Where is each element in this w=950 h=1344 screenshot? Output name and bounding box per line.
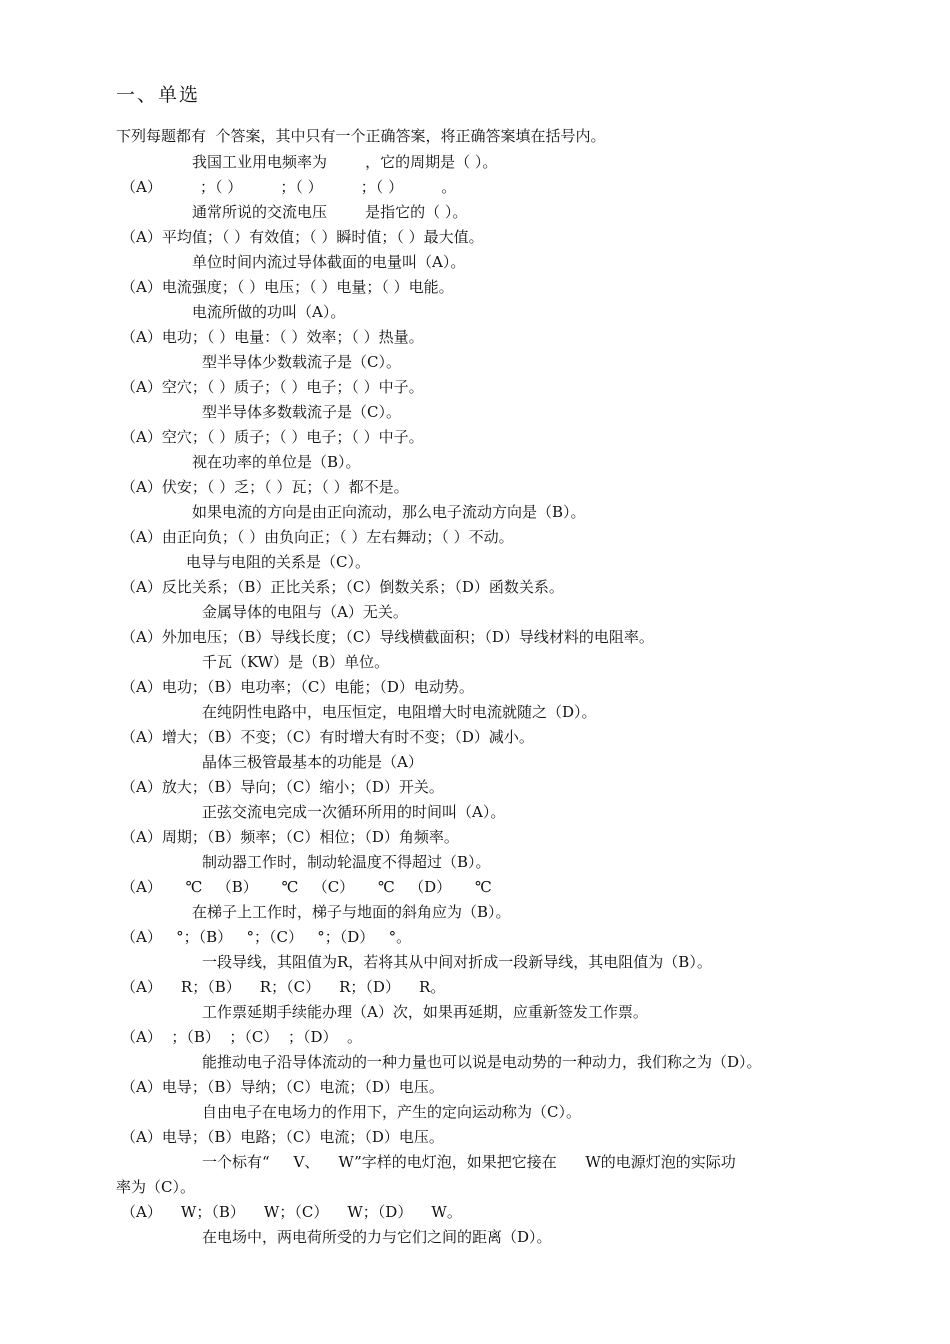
- question-text-line: 在电场中，两电荷所受的力与它们之间的距离（D）。: [202, 1228, 552, 1246]
- answer-options-line: （A）放大；（B）导向；（C）缩小；（D）开关。: [121, 778, 444, 796]
- answer-options-line: （A）由正向负；（ ）由负向正；（ ）左右舞动；（ ）不动。: [121, 528, 514, 546]
- answer-options-line: （A）外加电压；（B）导线长度；（C）导线横截面积；（D）导线材料的电阻率。: [121, 628, 654, 646]
- answer-options-line: （A）电功；（B）电功率；（C）电能；（D）电动势。: [121, 678, 474, 696]
- answer-options-line: （A）伏安；（ ）乏；（ ）瓦；（ ）都不是。: [121, 478, 409, 496]
- answer-options-line: （A）电流强度；（ ）电压；（ ）电量；（ ）电能。: [121, 278, 454, 296]
- question-text-line: 金属导体的电阻与（A）无关。: [202, 603, 408, 621]
- question-text-line: 正弦交流电完成一次循环所用的时间叫（A）。: [202, 803, 506, 821]
- answer-options-line: （A） ；（B） ；（C） ；（D） 。: [121, 1028, 363, 1046]
- question-text-line: 在纯阴性电路中，电压恒定，电阻增大时电流就随之（D）。: [202, 703, 597, 721]
- question-text-line: 型半导体少数载流子是（C）。: [202, 353, 401, 371]
- question-text-line: 千瓦（KW）是（B）单位。: [202, 653, 390, 671]
- question-text-line: 制动器工作时，制动轮温度不得超过（B）。: [202, 853, 491, 871]
- question-text-line: 我国工业用电频率为 ，它的周期是（ ）。: [192, 153, 498, 171]
- question-text-line: 视在功率的单位是（B）。: [192, 453, 361, 471]
- question-text-line: 自由电子在电场力的作用下，产生的定向运动称为（C）。: [202, 1103, 581, 1121]
- question-text-line: 通常所说的交流电压 是指它的（ ）。: [192, 203, 468, 221]
- question-text-line: 如果电流的方向是由正向流动，那么电子流动方向是（B）。: [192, 503, 586, 521]
- answer-options-line: （A）平均值；（ ）有效值；（ ）瞬时值；（ ）最大值。: [121, 228, 484, 246]
- section-title: 一、单选: [116, 84, 201, 106]
- question-text-line: 单位时间内流过导体截面的电量叫（A）。: [192, 253, 466, 271]
- answer-options-line: （A）周期；（B）频率；（C）相位；（D）角频率。: [121, 828, 459, 846]
- answer-options-line: （A）电导；（B）导纳；（C）电流；（D）电压。: [121, 1078, 444, 1096]
- answer-options-line: （A）空穴；（ ）质子；（ ）电子；（ ）中子。: [121, 378, 424, 396]
- answer-options-line: （A）电导；（B）电路；（C）电流；（D）电压。: [121, 1128, 444, 1146]
- question-text-line: 晶体三极管最基本的功能是（A）: [202, 753, 423, 771]
- question-text-line: 率为（C）。: [116, 1178, 195, 1196]
- answer-options-line: （A） R；（B） R；（C） R；（D） R。: [121, 978, 446, 996]
- question-text-line: 电流所做的功叫（A）。: [192, 303, 346, 321]
- answer-options-line: （A） W；（B） W；（C） W；（D） W。: [121, 1203, 462, 1221]
- instructions-text: 下列每题都有 个答案，其中只有一个正确答案，将正确答案填在括号内。: [116, 127, 606, 145]
- question-list: [0, 150, 950, 1250]
- answer-options-line: （A）反比关系；（B）正比关系；（C）倒数关系；（D）函数关系。: [121, 578, 564, 596]
- question-text-line: 工作票延期手续能办理（A）次，如果再延期，应重新签发工作票。: [202, 1003, 648, 1021]
- answer-options-line: （A）空穴；（ ）质子；（ ）电子；（ ）中子。: [121, 428, 424, 446]
- answer-options-line: （A）电功；（ ）电量：（ ）效率；（ ）热量。: [121, 328, 424, 346]
- question-text-line: 一段导线，其阻值为R，若将其从中间对折成一段新导线，其电阻值为（B）。: [202, 953, 712, 971]
- answer-options-line: （A）增大；（B）不变；（C）有时增大有时不变；（D）减小。: [121, 728, 534, 746]
- question-text-line: 电导与电阻的关系是（C）。: [186, 553, 370, 571]
- question-text-line: 能推动电子沿导体流动的一种力量也可以说是电动势的一种动力，我们称之为（D）。: [202, 1053, 762, 1071]
- answer-options-line: （A） ；（ ） ；（ ） ；（ ） 。: [121, 178, 457, 196]
- answer-options-line: （A） ℃ （B） ℃ （C） ℃ （D） ℃: [121, 878, 492, 896]
- question-text-line: 一个标有“ V、 W”字样的电灯泡，如果把它接在 W的电源灯泡的实际功: [202, 1153, 736, 1171]
- answer-options-line: （A） °；（B） °；（C） °；（D） °。: [121, 928, 412, 946]
- question-text-line: 型半导体多数载流子是（C）。: [202, 403, 401, 421]
- question-text-line: 在梯子上工作时，梯子与地面的斜角应为（B）。: [192, 903, 511, 921]
